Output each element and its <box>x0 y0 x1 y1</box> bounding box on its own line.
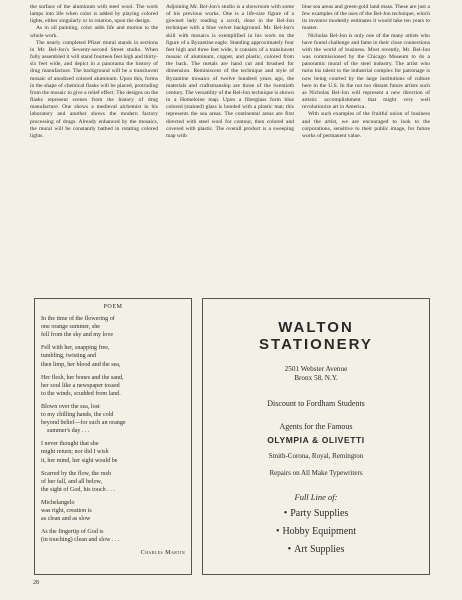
poem-line: fell from the sky and my love <box>41 332 114 339</box>
article-paragraph: blue sea areas and green-gold land mass. These are just a few examples of the uses of the Bel-Jon technique, which its inventor modestly estimates it would take ten years to master. <box>302 4 430 32</box>
poem-line: beyond belief—for such an orange <box>41 420 126 427</box>
poem-stanza <box>41 344 185 368</box>
poem-stanza <box>41 499 185 523</box>
ad-models: Smith-Corona, Royal, Remington <box>268 452 364 460</box>
ad-store-name-line-1: WALTON <box>278 319 354 336</box>
poem-author: Charles Martin <box>140 549 185 557</box>
poem-line: her soul like a newspaper tossed <box>41 382 120 389</box>
poem-title: POEM <box>103 304 123 310</box>
article-paragraph: Adjoining Mr. Bel-Jon's studio is a showroom with some of his previous works. One is a life-size figure of a gowned lady reading a scroll, done in the Bel-Jon technique with a blue velvet background. Mr. Bel-Jon's skill with mosaics is exemplified in his work on the figure of a Byzantine eagle. Standing approximately four feet high and three feet wide, it consists of a translucent mosaic of aluminum, copper, and plastic, colored from the back. The metals are hand cut and brushed for dimension. Reminiscent of the technique and style of Byzantine mosaics of twelve hundred years ago, the materials and craftsmanship are those of the twentieth century. The versatility of the Bel-Jon technique is shown in a Homeloine map. Upon a fiberglass form blue colored (stained) glass is bonded with a plastic mat; this represents the sea areas. The continental areas are first directed with steel wool for contour, then colored and covered with plastic. The overall product is a sweeping map with <box>166 4 294 139</box>
bullet-icon: • <box>283 508 288 519</box>
poem-line: In the time of the flowering of <box>41 316 115 323</box>
ad-full-line: Full Line of: <box>294 492 338 502</box>
poem-stanza <box>41 440 185 464</box>
poem-box <box>34 298 192 575</box>
article-column-1 <box>30 4 158 140</box>
article-column-2 <box>166 4 294 140</box>
poem-line: Scarred by the flow, the rush <box>41 470 112 477</box>
advertisement <box>202 298 430 575</box>
article-paragraph: As in oil painting, color adds life and motion to the whole work. <box>30 25 158 39</box>
poem-line: Michelangelo <box>41 499 75 506</box>
poem-line: it, her mind, her sight would be <box>41 457 118 464</box>
poem-line: As the fingertip of God is <box>41 529 104 536</box>
ad-repairs: Repairs on All Make Typewriters <box>269 469 363 477</box>
poem-line: was right, creation is <box>41 507 92 514</box>
poem-line: to the winds, scudded from land. <box>41 390 121 397</box>
poem-line: to my chilling hands, the cold <box>41 412 114 419</box>
ad-address-street: 2501 Webster Avenue <box>284 365 348 373</box>
poem-line: of her fall, and all below, <box>41 478 103 485</box>
article-text <box>30 4 432 140</box>
poem-line: as clean and as slow <box>41 516 91 523</box>
article-paragraph: the surface of the aluminum with steel wool. The work lamps into life when color is added by playing colored lights, either singularly or in rotation, upon the design. <box>30 4 158 25</box>
poem-stanza <box>41 315 185 339</box>
ad-item <box>203 526 429 538</box>
poem-line: then limp, her blood and the sea, <box>41 361 121 368</box>
poem-line: Blown over the sea, lost <box>41 403 100 410</box>
ad-item-label: Art Supplies <box>294 544 345 555</box>
poem-line: the sight of God, his touch . . . <box>41 486 115 493</box>
page-number: 28 <box>33 580 39 586</box>
ad-agents: Agents for the Famous <box>279 422 353 431</box>
poem-line: Fell with her, snapping free, <box>41 345 110 352</box>
ad-brand: OLYMPIA & OLIVETTI <box>267 435 365 445</box>
ad-item <box>203 544 429 556</box>
poem-line: summer's day . . . <box>47 428 90 435</box>
article-column-3 <box>302 4 430 140</box>
poem-body <box>41 315 185 544</box>
article-paragraph: Nicholas Bel-Jon is only one of the many artists who have found challenge and fame in their close connections with the world of business. Most recently, Mr. Bel-Jon was commissioned by the Chicago Museum to do a panoramic mural of the steel industry. The artist who turns his talent to the industrial complex for patronage is now being courted by the large institutions of culture here in the U.S. In the not too distant future artists such as Nicholas Bel-Jon will represent a new direction of artistic accomplishment that might very well revolutionize art in America. <box>302 32 430 111</box>
poem-line: might return; nor did I wish <box>41 449 109 456</box>
article-paragraph: With such examples of the fruitful union of business and the artist, we are encouraged to look to the corporations, sensitive to their public image, for future works of permanent value. <box>302 111 430 139</box>
poem-line: I never thought that she <box>41 441 99 448</box>
poem-line: one orange summer, she <box>41 324 100 331</box>
article-paragraph: The nearly completed Pfizer mural stands in sections in Mr. Bel-Jon's Seventy-second Street studio. When fully assembled it will stand fourteen feet high and thirty-six feet wide, and depict in a panorama the history of drug manufacture. The background will be a translucent mosaic of anodized colored aluminum. Upon this, forms in the shape of chemical flasks will be placed, protruding from the mosaic to give a relief effect. The designs on the flasks represent scenes from the history of drug manufacture. One shows a medieval alchemist in his laboratory and another shows the modern factory processing of drugs. Already enhanced by the mosaics, the mural will be constantly bathed in rotating colored lights. <box>30 39 159 139</box>
ad-item <box>203 508 429 520</box>
poem-stanza <box>41 470 185 494</box>
poem-stanza <box>41 528 185 544</box>
ad-item-label: Hobby Equipment <box>282 526 357 537</box>
ad-address-city: Bronx 58, N.Y. <box>294 374 338 382</box>
poem-line: tumbling, twisting and <box>41 353 97 360</box>
poem-line: (in touching) clean and slow . . . <box>41 537 120 544</box>
poem-stanza <box>41 374 185 398</box>
bullet-icon: • <box>287 544 292 555</box>
ad-store-name-line-2: STATIONERY <box>259 336 373 353</box>
bullet-icon: • <box>275 526 280 537</box>
ad-discount: Discount to Fordham Students <box>267 399 365 408</box>
ad-item-label: Party Supplies <box>290 508 349 519</box>
poem-line: Her flesh, her bones and the sand, <box>41 374 124 381</box>
poem-stanza <box>41 403 185 435</box>
